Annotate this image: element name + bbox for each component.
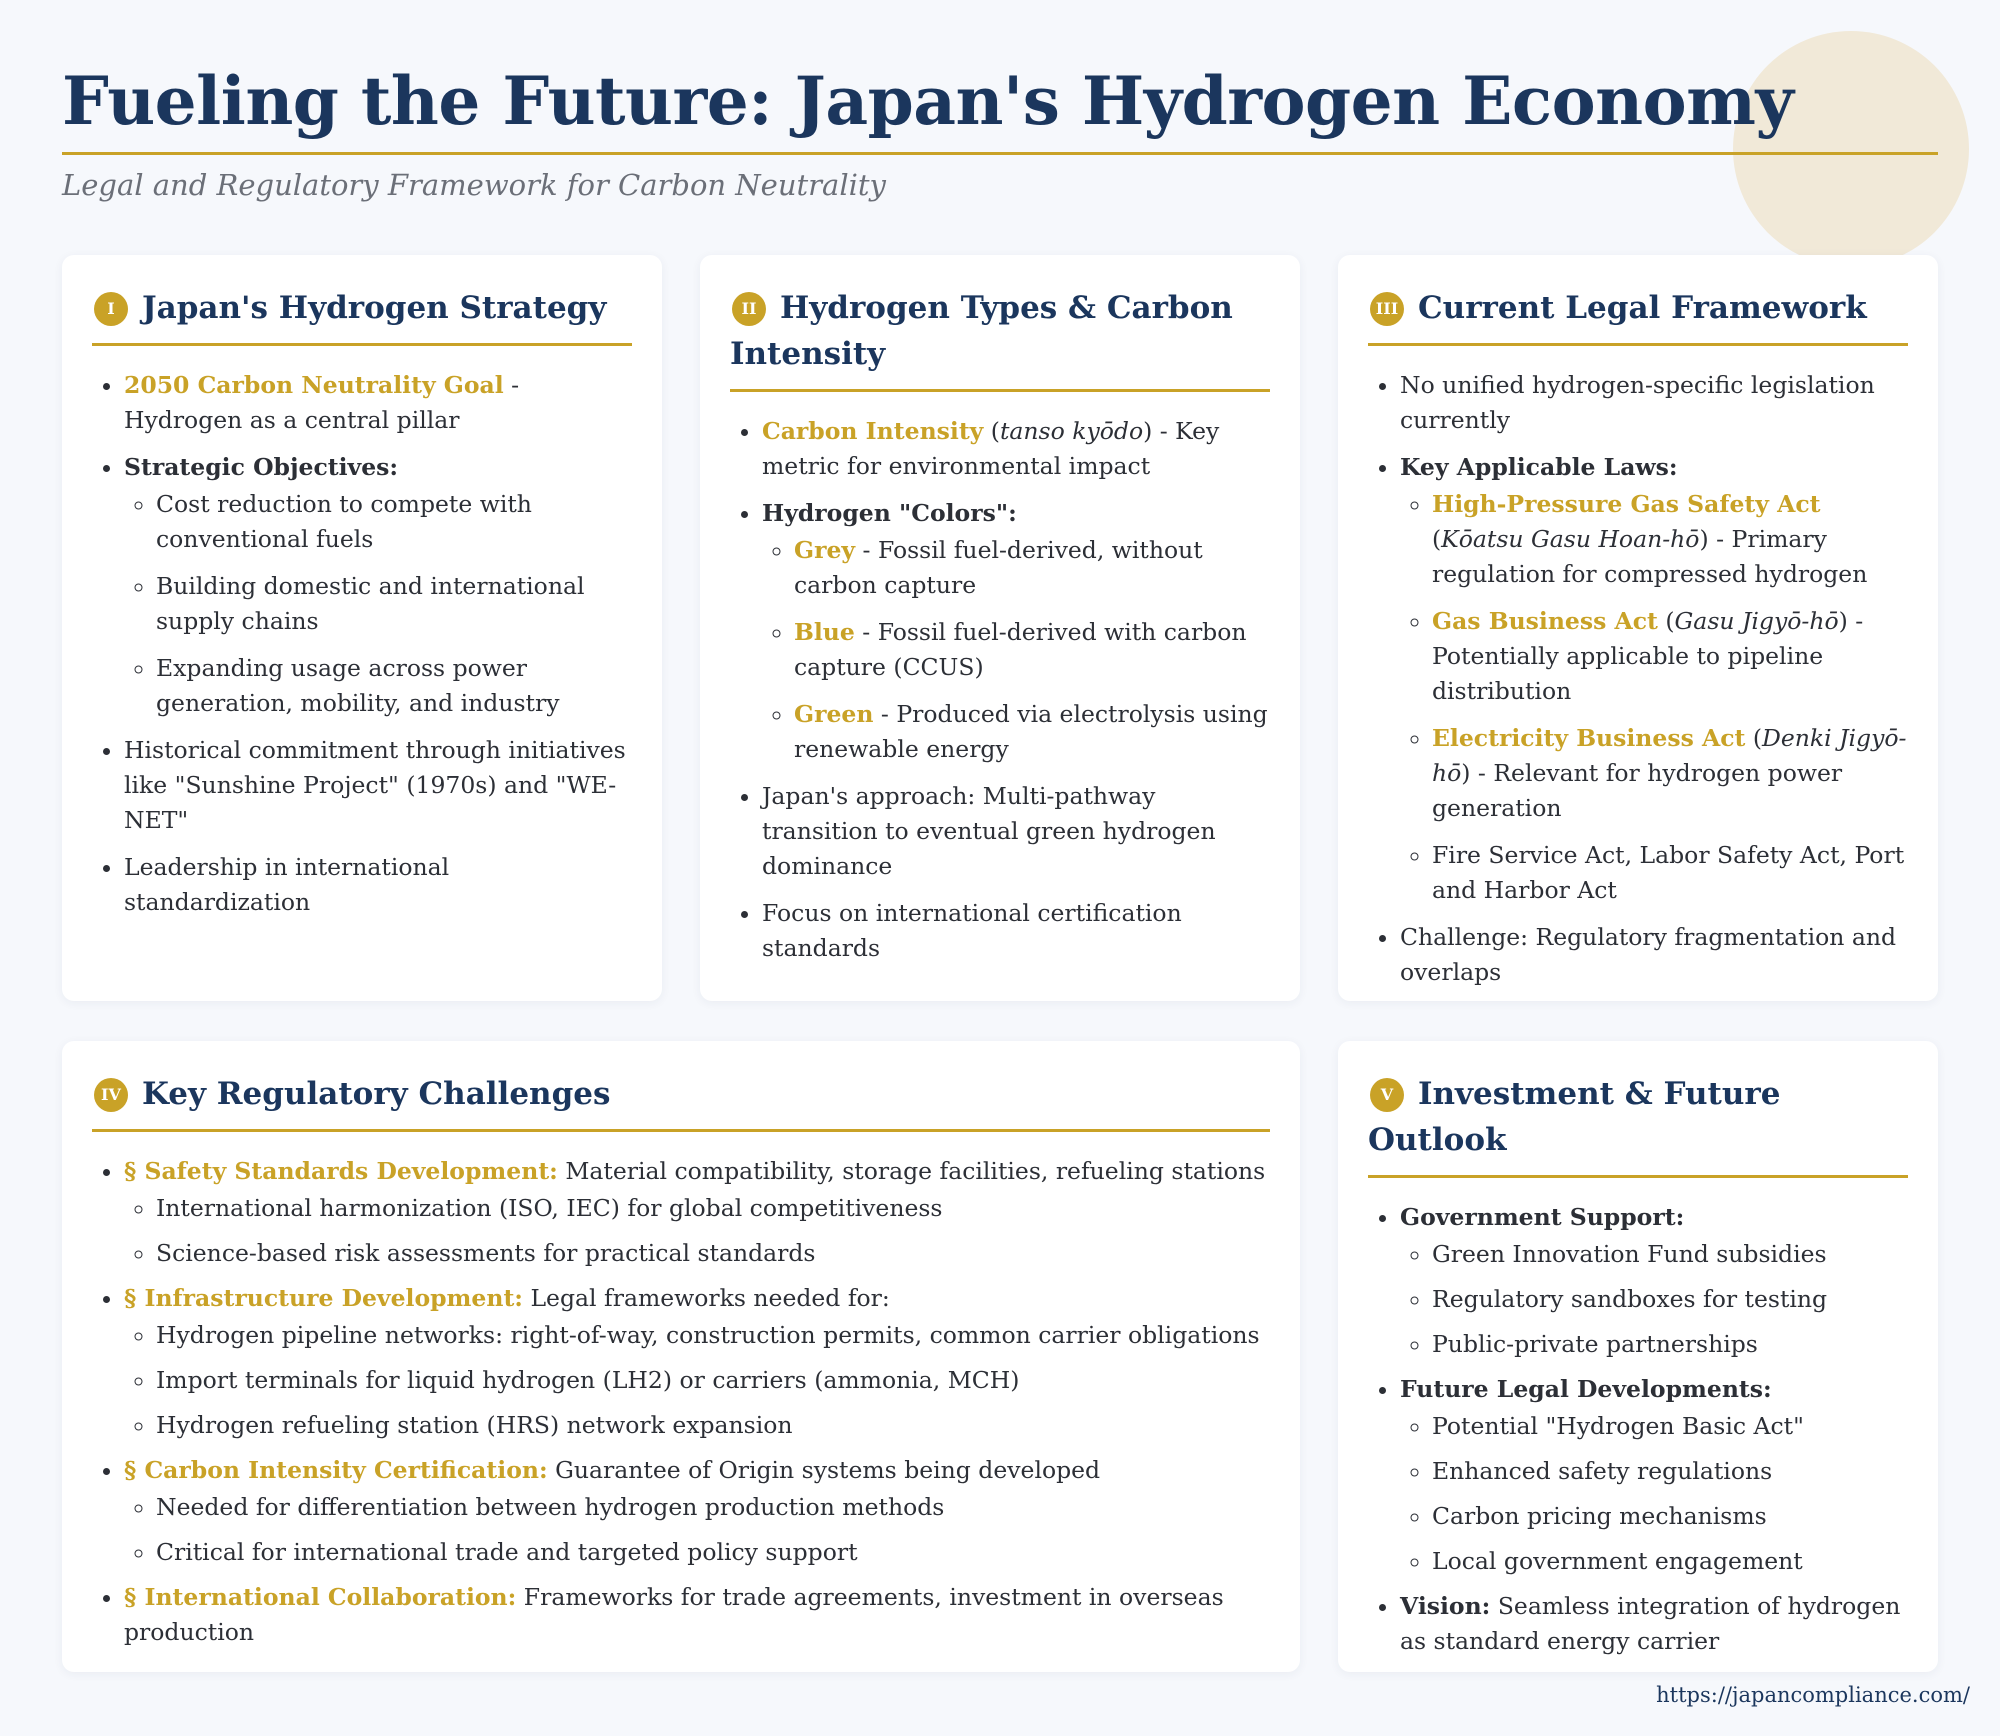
sub-item: ◦ Potential "Hydrogen Basic Act" [1432,1409,1908,1444]
section-number-badge: IV [94,1078,128,1112]
sub-item: ◦ Enhanced safety regulations [1432,1454,1908,1489]
bullet-list [1368,1200,1908,1659]
list-item [1400,1589,1908,1659]
sub-item: ◦ Hydrogen pipeline networks: right-of-way, construction permits, common carrier obligations [156,1318,1270,1353]
sub-list [762,533,1270,767]
item-label: Hydrogen "Colors": [762,499,1017,527]
item-text: ( [1657,607,1675,635]
sub-item [1432,721,1908,826]
bullet-list [730,414,1270,966]
list-item [762,414,1270,484]
sub-item: ◦ Hydrogen refueling station (HRS) network expansion [156,1408,1270,1443]
japanese-term: Denki Jigyō-hō [1432,724,1907,787]
list-item [124,1281,1270,1443]
sub-list [1400,487,1908,908]
item-text: ) - Key metric for environmental impact [762,417,1220,480]
list-item [124,368,632,438]
law-name: High-Pressure Gas Safety Act [1432,490,1821,518]
sub-item: ◦ Needed for differentiation between hydrogen production methods [156,1490,1270,1525]
japanese-term: Kōatsu Gasu Hoan-hō [1441,525,1700,553]
item-text: Frameworks for trade agreements, investment in overseas production [124,1583,1224,1646]
list-item [124,1453,1270,1570]
list-item [762,496,1270,767]
list-item [1400,1372,1908,1579]
law-name: Gas Business Act [1432,607,1658,635]
section-title: Key Regulatory Challenges [142,1076,611,1112]
sub-item [794,697,1270,767]
color-name: Grey [794,536,856,564]
item-text: - Hydrogen as a central pillar [124,371,520,434]
title-divider [62,152,1938,155]
bullet-list [92,368,632,920]
list-item: • Focus on international certification standards [762,896,1270,966]
sub-item [794,615,1270,685]
sub-item: ◦ Cost reduction to compete with conventional fuels [156,487,632,557]
section-heading [92,1071,1270,1132]
list-item: • Japan's approach: Multi-pathway transition to eventual green hydrogen dominance [762,779,1270,884]
section-heading [92,285,632,346]
highlight-term: 2050 Carbon Neutrality Goal [124,371,504,399]
section-investment-outlook [1338,1041,1938,1672]
item-text: ) - Primary regulation for compressed hydrogen [1432,525,1868,588]
sub-item: ◦ Building domestic and international supply chains [156,569,632,639]
list-item [124,1154,1270,1271]
color-name: Green [794,700,874,728]
sub-item: ◦ Expanding usage across power generation, mobility, and industry [156,651,632,721]
item-text: Guarantee of Origin systems being developed [547,1456,1101,1484]
sub-item: ◦ Public-private partnerships [1432,1327,1908,1362]
section-heading [1368,1071,1908,1178]
item-label: Government Support: [1400,1203,1685,1231]
section-title: Investment & Future Outlook [1368,1076,1781,1158]
sub-item: ◦ Fire Service Act, Labor Safety Act, Port and Harbor Act [1432,838,1908,908]
sub-item: ◦ Import terminals for liquid hydrogen (LH2) or carriers (ammonia, MCH) [156,1363,1270,1398]
japanese-term: Gasu Jigyō-hō [1674,607,1839,635]
item-text: Seamless integration of hydrogen as standard energy carrier [1400,1592,1901,1655]
item-text: - Fossil fuel-derived with carbon capture (CCUS) [794,618,1247,681]
item-label: Vision: [1400,1592,1491,1620]
list-item [1400,450,1908,908]
item-text: ) - Potentially applicable to pipeline distribution [1432,607,1864,705]
sub-item [1432,604,1908,709]
item-text: Legal frameworks needed for: [522,1284,890,1312]
highlight-term: Carbon Intensity [762,417,984,445]
sub-item: ◦ International harmonization (ISO, IEC) for global competitiveness [156,1191,1270,1226]
law-name: Electricity Business Act [1432,724,1746,752]
footer-link[interactable]: https://japancompliance.com/ [1656,1683,1970,1707]
section-number-badge: II [732,292,766,326]
item-text: - Fossil fuel-derived, without carbon capture [794,536,1203,599]
section-number-badge: I [94,292,128,326]
sub-item: ◦ Green Innovation Fund subsidies [1432,1237,1908,1272]
item-text: ( [1745,724,1763,752]
section-hydrogen-strategy [62,255,662,1001]
sub-list [1400,1237,1908,1362]
sub-item: ◦ Carbon pricing mechanisms [1432,1499,1908,1534]
section-regulatory-challenges [62,1041,1300,1672]
section-number-badge: V [1370,1078,1404,1112]
challenge-label: § International Collaboration: [124,1583,517,1611]
item-label: Strategic Objectives: [124,453,399,481]
color-name: Blue [794,618,855,646]
sub-item: ◦ Regulatory sandboxes for testing [1432,1282,1908,1317]
section-title: Hydrogen Types & Carbon Intensity [730,290,1233,372]
sub-list [1400,1409,1908,1579]
bullet-list [92,1154,1270,1650]
section-heading [1368,285,1908,346]
sub-list [124,1490,1270,1570]
sub-item: ◦ Critical for international trade and targeted policy support [156,1535,1270,1570]
section-hydrogen-types [700,255,1300,1001]
challenge-label: § Safety Standards Development: [124,1157,558,1185]
section-number-badge: III [1370,292,1404,326]
list-item [1400,1200,1908,1362]
sub-list [124,487,632,721]
japanese-term: tanso kyōdo [999,417,1144,445]
page-title: Fueling the Future: Japan's Hydrogen Economy [62,62,1794,140]
item-text: ( [983,417,1000,445]
section-title: Current Legal Framework [1418,290,1867,326]
sub-item [794,533,1270,603]
sub-item: ◦ Local government engagement [1432,1544,1908,1579]
list-item: • Leadership in international standardization [124,850,632,920]
challenge-label: § Carbon Intensity Certification: [124,1456,548,1484]
list-item: • Challenge: Regulatory fragmentation and overlaps [1400,920,1908,990]
bullet-list [1368,368,1908,990]
list-item [124,1580,1270,1650]
challenge-label: § Infrastructure Development: [124,1284,523,1312]
section-title: Japan's Hydrogen Strategy [142,290,607,326]
list-item: • No unified hydrogen-specific legislation currently [1400,368,1908,438]
item-label: Future Legal Developments: [1400,1375,1772,1403]
sub-item [1432,487,1908,592]
item-label: Key Applicable Laws: [1400,453,1678,481]
item-text: Material compatibility, storage facilities, refueling stations [557,1157,1266,1185]
item-text: - Produced via electrolysis using renewable energy [794,700,1268,763]
sub-item: ◦ Science-based risk assessments for practical standards [156,1236,1270,1271]
item-text: ) - Relevant for hydrogen power generation [1432,759,1843,822]
section-legal-framework [1338,255,1938,1001]
sub-list [124,1191,1270,1271]
list-item [124,450,632,721]
list-item: • Historical commitment through initiatives like "Sunshine Project" (1970s) and "WE-NET" [124,733,632,838]
sub-list [124,1318,1270,1443]
item-text: ( [1432,525,1442,553]
page-subtitle: Legal and Regulatory Framework for Carbon Neutrality [62,168,886,202]
section-heading [730,285,1270,392]
